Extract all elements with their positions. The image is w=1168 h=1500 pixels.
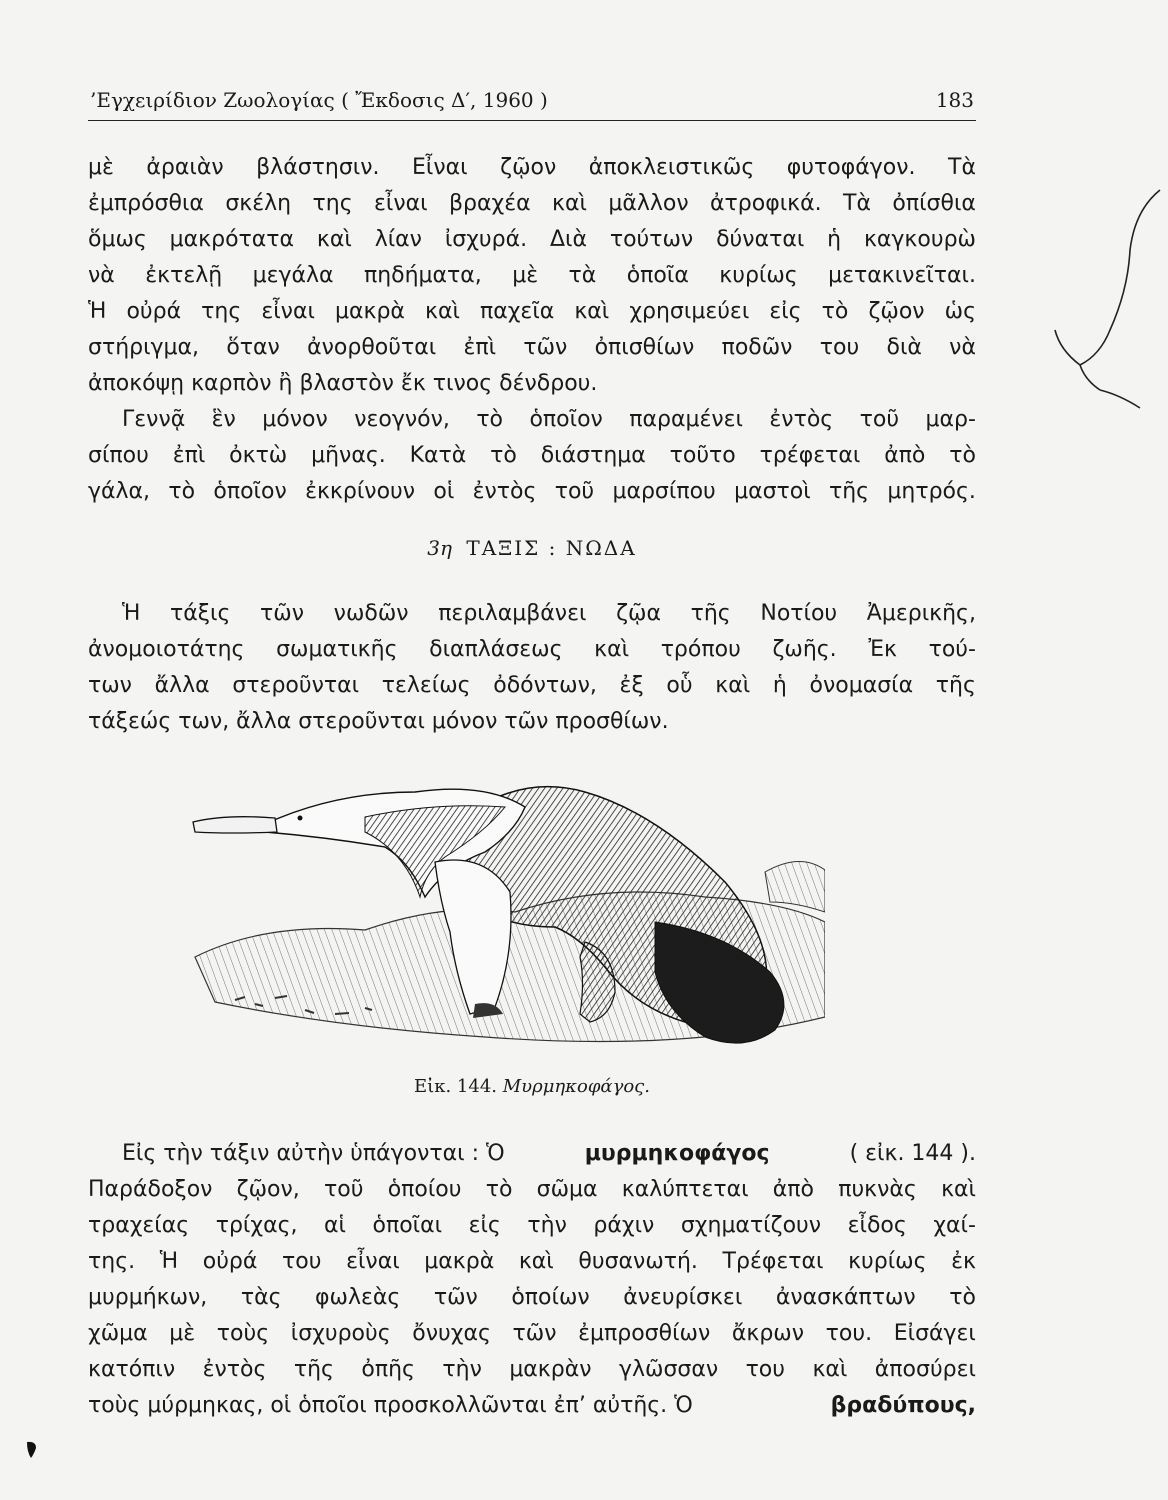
text-line: γάλα, τὸ ὁποῖον ἐκκρίνουν οἱ ἐντὸς τοῦ μαρσίπου μαστοὶ τῆς μητρός.: [88, 479, 976, 504]
text-line: κατόπιν ἐντὸς τῆς ὀπῆς τὴν μακρὰν γλῶσσαν του καὶ ἀποσύρει: [88, 1357, 976, 1382]
term-sloth: βραδύπους,: [830, 1393, 976, 1418]
background-rock: [765, 861, 825, 912]
text-line: τάξεώς των, ἄλλα στεροῦνται μόνον τῶν προσθίων.: [88, 709, 669, 734]
running-header: [88, 84, 976, 121]
text-line: νὰ ἐκτελῇ μεγάλα πηδήματα, μὲ τὰ ὁποῖα κυρίως μετακινεῖται.: [88, 263, 976, 288]
caption-name: Μυρμηκοφάγος.: [502, 1076, 650, 1097]
term-anteater: μυρμηκοφάγος: [584, 1141, 770, 1166]
text-line: σίπου ἐπὶ ὀκτὼ μῆνας. Κατὰ τὸ διάστημα τοῦτο τρέφεται ἀπὸ τὸ: [88, 443, 976, 468]
text-line: της. Ἡ οὐρά του εἶναι μακρὰ καὶ θυσανωτή. Τρέφεται κυρίως ἐκ: [88, 1249, 976, 1274]
text-line: ἀποκόψῃ καρπὸν ἢ βλαστὸν ἔκ τινος δένδρου.: [88, 371, 598, 396]
text-line: ἐμπρόσθια σκέλη της εἶναι βραχέα καὶ μᾶλλον ἀτροφικά. Τὰ ὀπίσθια: [88, 191, 976, 216]
book-title: ’Εγχειρίδιον Ζωολογίας ( Ἔκδοσις Δ′, 1960 ): [90, 88, 548, 112]
anteater-illustration: [185, 752, 825, 1052]
anteater-snout: [193, 817, 277, 833]
text-line: Παράδοξον ζῷον, τοῦ ὁποίου τὸ σῶμα καλύπτεται ἀπὸ πυκνὰς καὶ: [88, 1177, 976, 1202]
section-ordinal: 3η: [427, 536, 453, 560]
text-line: τοὺς μύρμηκας, οἱ ὁποῖοι προσκολλῶνται ἐπ’ αὐτῆς. Ὁ βραδύπους,: [88, 1388, 976, 1424]
text-line: Ἡ τάξις τῶν νωδῶν περιλαμβάνει ζῷα τῆς Νοτίου Ἀμερικῆς,: [122, 601, 976, 626]
section-heading: [88, 536, 976, 560]
text-line: ἀνομοιοτάτης σωματικῆς διαπλάσεως καὶ τρόπου ζωῆς. Ἐκ τού-: [88, 637, 976, 662]
text-line: στήριγμα, ὅταν ἀνορθοῦται ἐπὶ τῶν ὀπισθίων ποδῶν του διὰ νὰ: [88, 335, 976, 360]
handwritten-margin-mark: [1040, 180, 1168, 420]
text-line: χῶμα μὲ τοὺς ἰσχυροὺς ὄνυχας τῶν ἐμπροσθίων ἄκρων του. Εἰσάγει: [88, 1321, 976, 1346]
paragraph-offspring: [88, 402, 976, 510]
ink-blot: [24, 1440, 38, 1460]
paragraph-anteater: [88, 1136, 976, 1424]
paragraph-edentata: [88, 596, 976, 740]
text-line: Εἰς τὴν τάξιν αὐτὴν ὑπάγονται : Ὁ μυρμηκοφάγος ( εἰκ. 144 ).: [88, 1136, 976, 1172]
text-line: των ἄλλα στεροῦνται τελείως ὀδόντων, ἐξ οὗ καὶ ἡ ὀνομασία τῆς: [88, 673, 976, 698]
anteater-eye: [298, 816, 303, 821]
figure-caption: [88, 1076, 976, 1097]
text-line: Ἡ οὐρά της εἶναι μακρὰ καὶ παχεῖα καὶ χρησιμεύει εἰς τὸ ζῷον ὡς: [88, 299, 976, 324]
text-line: μυρμήκων, τὰς φωλεὰς τῶν ὁποίων ἀνευρίσκει ἀνασκάπτων τὸ: [88, 1285, 976, 1310]
text-line: Γεννᾷ ἓν μόνον νεογνόν, τὸ ὁποῖον παραμένει ἐντὸς τοῦ μαρ-: [122, 407, 976, 432]
page-number: 183: [935, 88, 974, 112]
caption-label: Εἰκ. 144.: [414, 1076, 497, 1097]
section-title: ΤΑΞΙΣ : ΝΩΔΑ: [466, 536, 637, 560]
text-line: μὲ ἀραιὰν βλάστησιν. Εἶναι ζῷον ἀποκλειστικῶς φυτοφάγον. Τὰ: [88, 155, 976, 180]
text-line: ὅμως μακρότατα καὶ λίαν ἰσχυρά. Διὰ τούτων δύναται ἡ καγκουρὼ: [88, 227, 976, 252]
text-line: τραχείας τρίχας, αἱ ὁποῖαι εἰς τὴν ράχιν σχηματίζουν εἶδος χαί-: [88, 1213, 976, 1238]
paragraph-kangaroo: [88, 150, 976, 402]
